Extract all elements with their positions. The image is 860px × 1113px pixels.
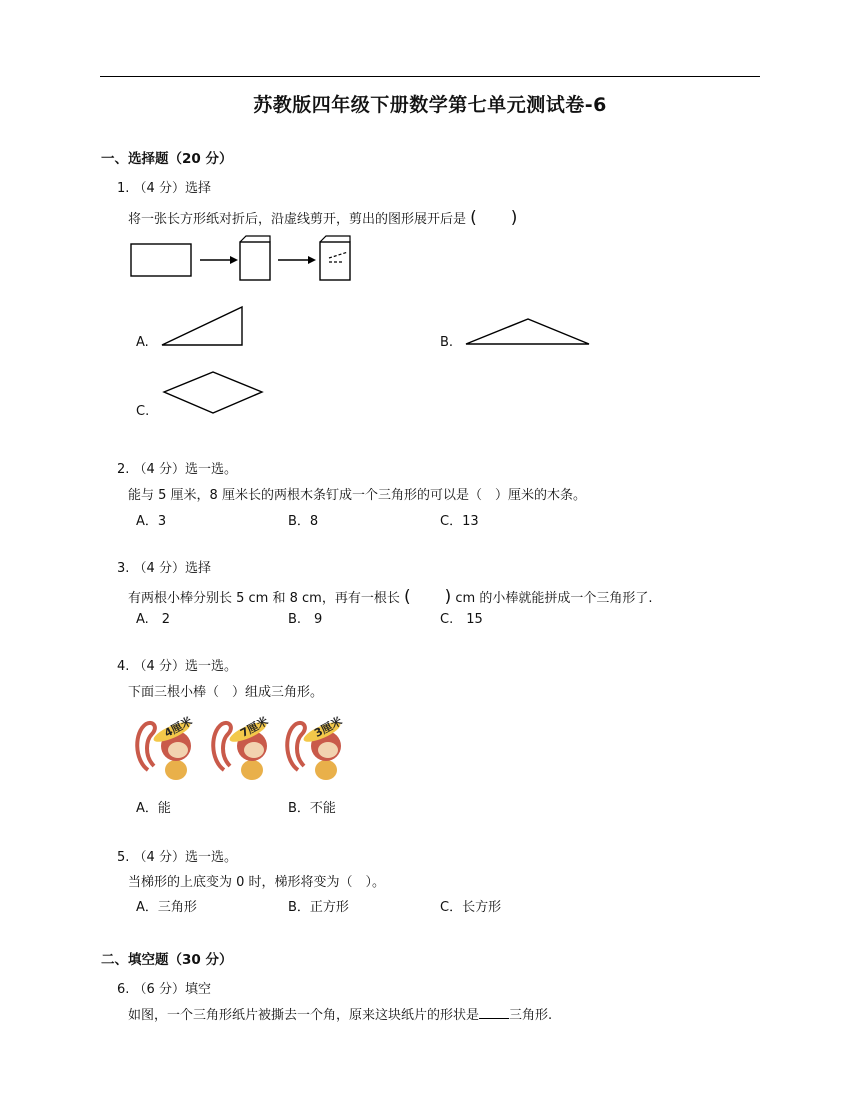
question-1-stem <box>128 203 517 228</box>
question-1-stem-text: 将一张长方形纸对折后，沿虚线剪开，剪出的图形展开后是 <box>128 212 467 227</box>
question-5-stem: 当梯形的上底变为 0 时，梯形将变为（ ）。 <box>128 875 386 890</box>
question-5-option-b[interactable]: B．正方形 <box>288 900 349 915</box>
folded-paper-cut-flap <box>320 236 350 242</box>
cut-dashed-line-1 <box>329 252 348 258</box>
paper-rectangle <box>131 244 191 276</box>
question-4-head: 4. （4 分）选一选。 <box>117 659 237 674</box>
page-title: 苏教版四年级下册数学第七单元测试卷-6 <box>253 94 607 116</box>
option-a-right-triangle <box>160 305 246 347</box>
header-rule <box>100 76 760 77</box>
question-2-option-a[interactable]: A．3 <box>136 514 167 529</box>
section-heading-fill: 二、填空题（30 分） <box>101 952 233 968</box>
stick-label-1: 4厘米 <box>162 714 195 740</box>
question-1-head: 1. （4 分）选择 <box>117 181 211 196</box>
question-3-head: 3. （4 分）选择 <box>117 561 211 576</box>
question-6-stem-text-b: 三角形. <box>509 1008 553 1023</box>
section-heading-choice: 一、选择题（20 分） <box>101 151 233 167</box>
question-1-option-c[interactable]: C. <box>136 404 150 419</box>
question-4-stem: 下面三根小棒（ ）组成三角形。 <box>128 685 324 700</box>
option-c-rhombus <box>162 370 264 416</box>
question-6-stem-text-a: 如图，一个三角形纸片被撕去一个角，原来这块纸片的形状是 <box>128 1008 480 1023</box>
option-b-isosceles-triangle <box>464 317 592 347</box>
stick-label-2: 7厘米 <box>238 714 271 740</box>
question-1-answer-paren: ( ) <box>470 208 518 228</box>
question-2-option-b[interactable]: B．8 <box>288 514 319 529</box>
fold-cut-diagram <box>128 232 368 284</box>
folded-paper <box>240 242 270 280</box>
question-2-head: 2. （4 分）选一选。 <box>117 462 237 477</box>
question-5-option-a[interactable]: A．三角形 <box>136 900 197 915</box>
question-5-head: 5. （4 分）选一选。 <box>117 850 237 865</box>
stick-label-3: 3厘米 <box>312 714 345 740</box>
folded-paper-cut <box>320 242 350 280</box>
arrow-1-head <box>230 256 238 264</box>
question-6-stem <box>128 1004 552 1023</box>
question-6-answer-blank[interactable] <box>479 1006 509 1019</box>
monkey-1 <box>137 714 194 780</box>
question-1-option-a[interactable]: A. <box>136 335 149 350</box>
question-3-option-a[interactable]: A. 2 <box>136 612 171 627</box>
question-3-stem <box>128 582 652 607</box>
question-6-head: 6. （6 分）填空 <box>117 982 211 997</box>
monkey-3 <box>287 714 344 780</box>
monkey-sticks-illustration <box>132 712 362 784</box>
question-2-stem: 能与 5 厘米，8 厘米长的两根木条钉成一个三角形的可以是（ ）厘米的木条。 <box>128 488 586 503</box>
arrow-2-head <box>308 256 316 264</box>
question-5-option-c[interactable]: C．长方形 <box>440 900 502 915</box>
question-3-stem-text-a: 有两根小棒分别长 5 cm 和 8 cm，再有一根长 <box>128 591 400 606</box>
question-2-option-c[interactable]: C．13 <box>440 514 479 529</box>
question-1-option-b[interactable]: B. <box>440 335 454 350</box>
question-3-stem-text-b: cm 的小棒就能拼成一个三角形了. <box>455 591 653 606</box>
question-3-option-b[interactable]: B. 9 <box>288 612 323 627</box>
question-3-answer-paren: ( ) <box>403 587 452 607</box>
folded-paper-flap <box>240 236 270 242</box>
question-3-option-c[interactable]: C. 15 <box>440 612 483 627</box>
monkey-2 <box>213 714 270 780</box>
question-4-option-b[interactable]: B．不能 <box>288 801 336 816</box>
question-4-option-a[interactable]: A．能 <box>136 801 171 816</box>
